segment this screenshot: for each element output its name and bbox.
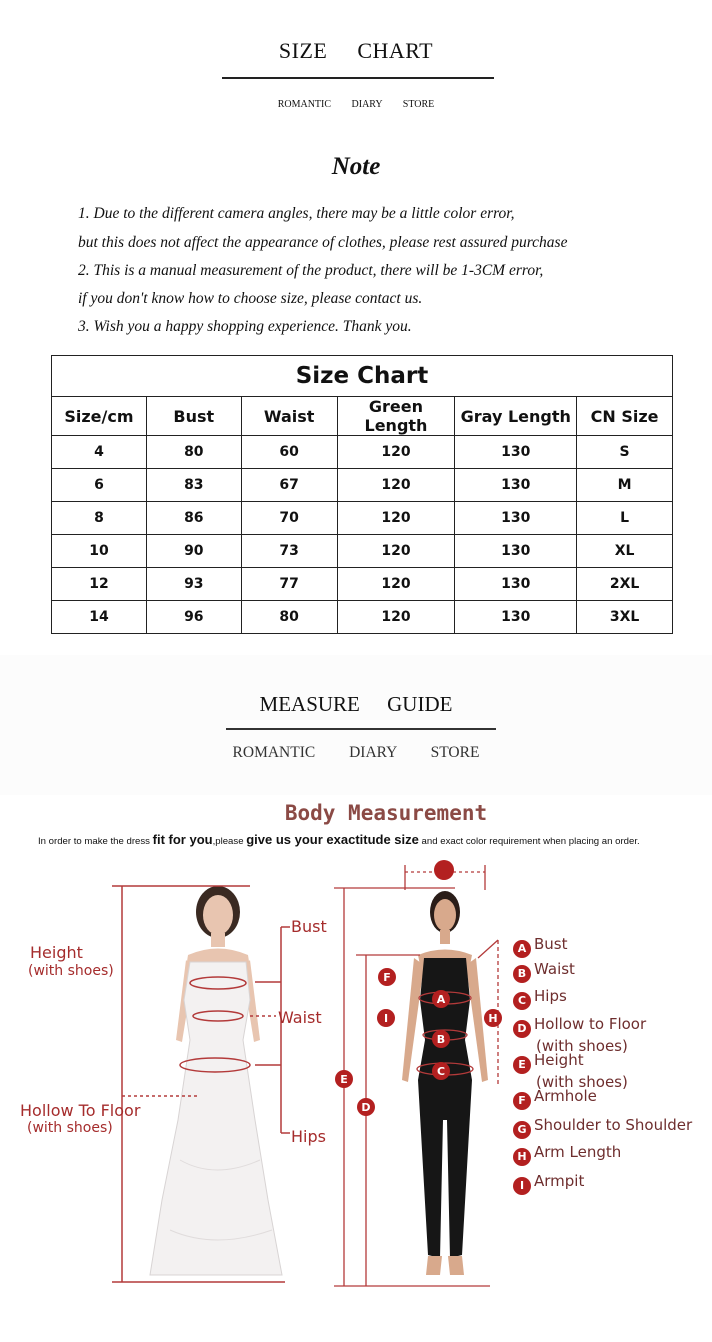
legend-item-armhole: F Armhole: [513, 1088, 597, 1110]
bust-label: Bust: [291, 917, 327, 936]
note-line-4: if you don't know how to choose size, please contact us.: [78, 290, 423, 307]
hollow-to-floor-label: Hollow To Floor: [20, 1101, 141, 1120]
table-cell: 6: [52, 469, 147, 502]
note-line-2: but this does not affect the appearance of clothes, please rest assured purchase: [78, 234, 568, 251]
measure-guide-header: MEASURE GUIDE: [259, 692, 453, 716]
svg-text:C: C: [436, 1065, 446, 1078]
table-cell: 80: [146, 436, 241, 469]
hollow-with-shoes-label: (with shoes): [27, 1120, 113, 1136]
table-cell: 130: [455, 469, 577, 502]
column-header: CN Size: [577, 397, 673, 436]
legend-item-bust: A Bust: [513, 936, 568, 958]
table-cell: 60: [241, 436, 337, 469]
table-cell: 96: [146, 601, 241, 634]
bodysuit-marker-dots: [434, 860, 454, 880]
legend-item-hollow-to-floor: D Hollow to Floor (with shoes): [513, 1016, 646, 1054]
legend-item-height: E Height (with shoes): [513, 1052, 628, 1090]
legend-letter-icon: B: [513, 965, 531, 983]
legend-item-shoulder-to-shoulder: G Shoulder to Shoulder: [513, 1117, 692, 1139]
legend-item-waist: B Waist: [513, 961, 575, 983]
column-header: Size/cm: [52, 397, 147, 436]
bodysuit-model-figure: [402, 891, 488, 1275]
table-cell: 120: [337, 502, 455, 535]
table-cell: L: [577, 502, 673, 535]
hips-label: Hips: [291, 1127, 326, 1146]
store-name: ROMANTIC DIARY STORE: [277, 99, 435, 110]
table-cell: 73: [241, 535, 337, 568]
column-header: Green Length: [337, 397, 455, 436]
svg-text:E: E: [340, 1073, 348, 1086]
note-line-1: 1. Due to the different camera angles, there may be a little color error,: [78, 205, 515, 222]
table-cell: 3XL: [577, 601, 673, 634]
table-cell: XL: [577, 535, 673, 568]
svg-text:F: F: [383, 971, 391, 984]
waist-label: Waist: [278, 1008, 322, 1027]
note-line-3: 2. This is a manual measurement of the product, there will be 1-3CM error,: [78, 262, 544, 279]
svg-text:D: D: [361, 1101, 371, 1114]
svg-text:I: I: [383, 1012, 389, 1025]
table-cell: 93: [146, 568, 241, 601]
legend-letter-icon: G: [513, 1121, 531, 1139]
table-cell: 120: [337, 469, 455, 502]
table-cell: 130: [455, 601, 577, 634]
table-cell: 67: [241, 469, 337, 502]
measure-guide-store-name: ROMANTIC DIARY STORE: [232, 744, 480, 761]
table-cell: 130: [455, 502, 577, 535]
table-cell: 130: [455, 535, 577, 568]
legend-letter-icon: H: [513, 1148, 531, 1166]
table-cell: 12: [52, 568, 147, 601]
table-cell: 77: [241, 568, 337, 601]
legend-letter-icon: E: [513, 1056, 531, 1074]
body-measurement-title: Body Measurement: [284, 801, 488, 825]
bodysuit-measure-lines: [334, 865, 498, 1286]
size-chart-header: SIZE CHART: [278, 38, 434, 63]
legend-letter-icon: C: [513, 992, 531, 1010]
legend-letter-icon: F: [513, 1092, 531, 1110]
table-cell: M: [577, 469, 673, 502]
table-cell: 120: [337, 535, 455, 568]
legend-item-arm-length: H Arm Length: [513, 1144, 621, 1166]
table-cell: 10: [52, 535, 147, 568]
legend-letter-icon: D: [513, 1020, 531, 1038]
table-cell: 90: [146, 535, 241, 568]
column-header: Waist: [241, 397, 337, 436]
table-cell: 2XL: [577, 568, 673, 601]
table-cell: 80: [241, 601, 337, 634]
table-cell: 120: [337, 568, 455, 601]
svg-text:H: H: [488, 1012, 498, 1025]
table-cell: 86: [146, 502, 241, 535]
note-line-5: 3. Wish you a happy shopping experience. Thank you.: [78, 318, 412, 335]
table-cell: 120: [337, 436, 455, 469]
legend-item-hips: C Hips: [513, 988, 567, 1010]
table-cell: 14: [52, 601, 147, 634]
table-cell: 120: [337, 601, 455, 634]
legend-letter-icon: A: [513, 940, 531, 958]
height-with-shoes-label: (with shoes): [28, 963, 114, 979]
column-header: Bust: [146, 397, 241, 436]
table-cell: 83: [146, 469, 241, 502]
legend-letter-icon: I: [513, 1177, 531, 1195]
svg-text:A: A: [436, 993, 446, 1006]
size-chart-title: Size Chart: [52, 356, 673, 397]
svg-text:B: B: [436, 1033, 446, 1046]
table-cell: 70: [241, 502, 337, 535]
table-cell: 8: [52, 502, 147, 535]
table-cell: 130: [455, 568, 577, 601]
table-cell: 4: [52, 436, 147, 469]
legend-item-armpit: I Armpit: [513, 1173, 584, 1195]
table-cell: S: [577, 436, 673, 469]
note-title: Note: [331, 153, 381, 180]
body-measurement-instructions: In order to make the dress fit for you,please give us your exactitude size and exact color requirement when placing an order.: [38, 832, 640, 847]
column-header: Gray Length: [455, 397, 577, 436]
gown-model-figure: [150, 886, 282, 1275]
height-label: Height: [30, 943, 83, 962]
table-cell: 130: [455, 436, 577, 469]
